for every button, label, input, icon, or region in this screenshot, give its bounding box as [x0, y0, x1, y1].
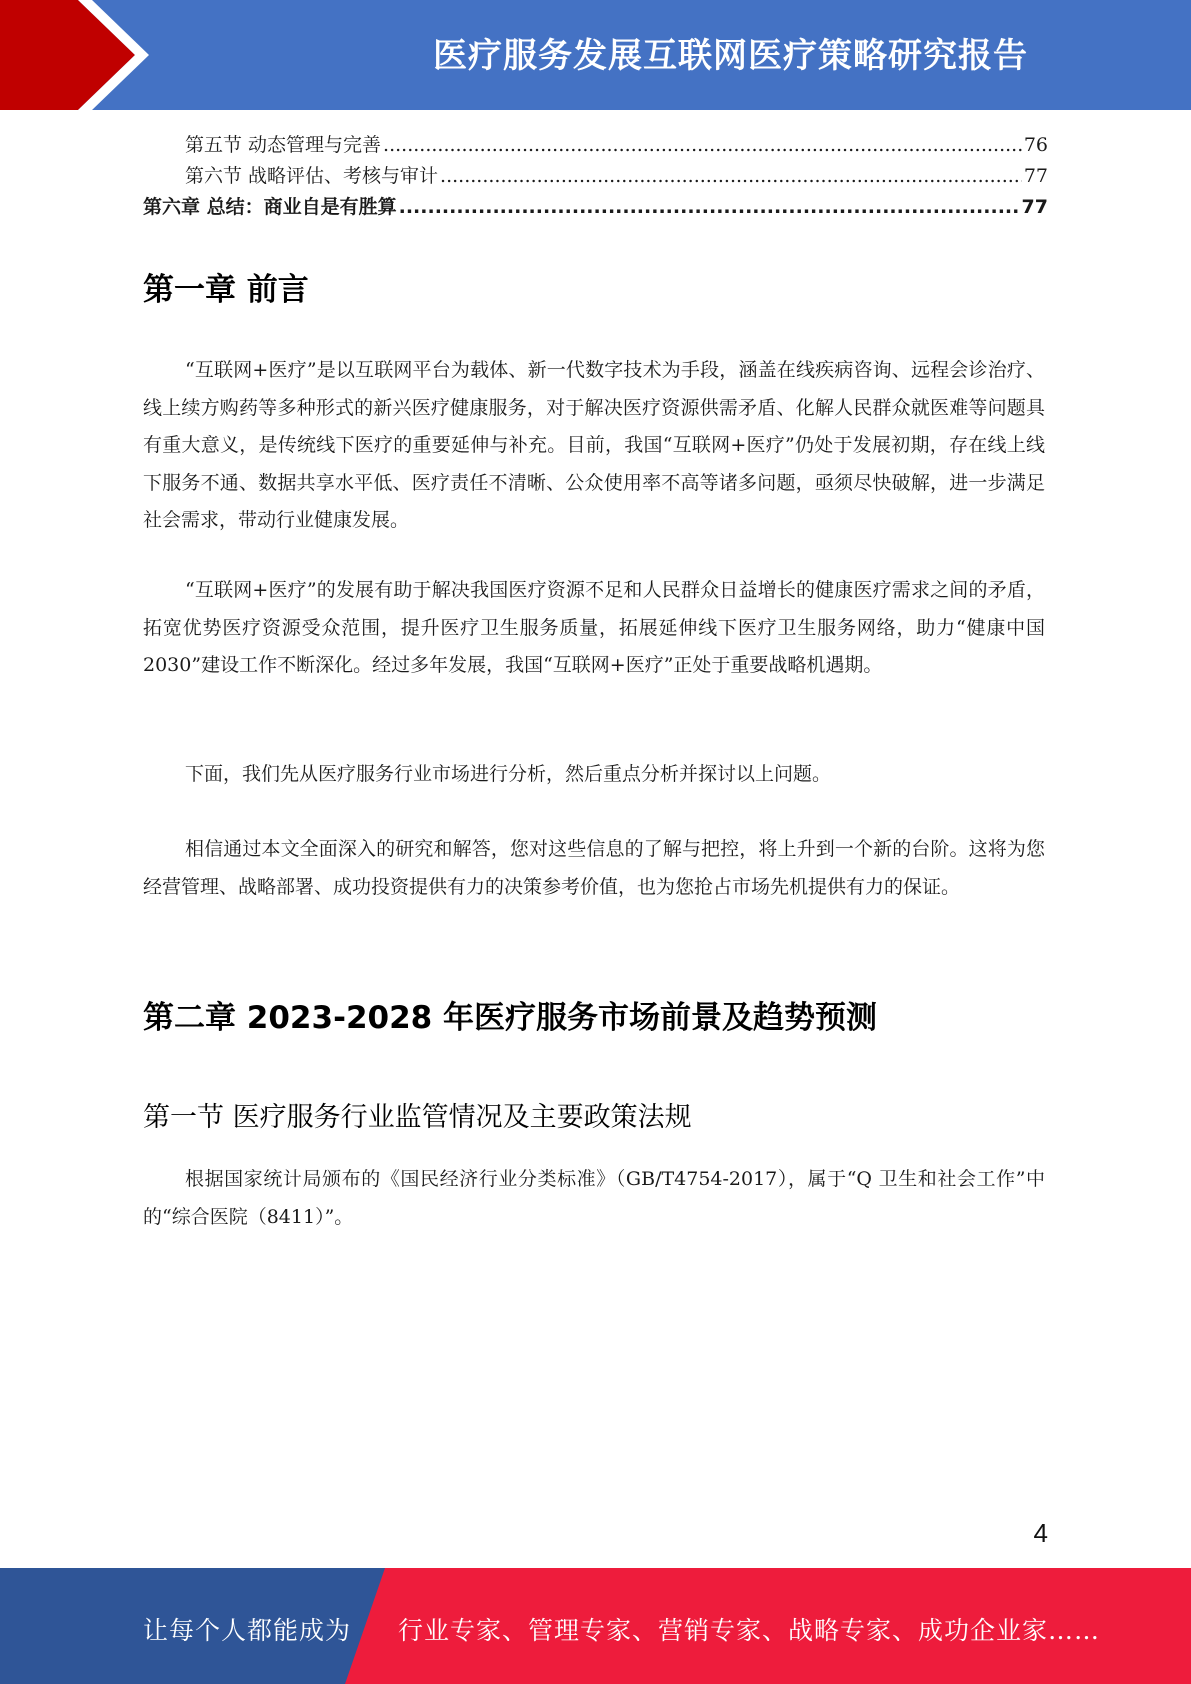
page-number: 4: [1033, 1518, 1048, 1548]
toc-leader-dots: [440, 161, 1022, 192]
toc-entry[interactable]: [143, 161, 1048, 192]
report-title: 医疗服务发展互联网医疗策略研究报告: [433, 36, 1028, 76]
chapter-2-heading: 第二章 2023-2028 年医疗服务市场前景及趋势预测: [143, 1000, 878, 1036]
section-1-heading: 第一节 医疗服务行业监管情况及主要政策法规: [143, 1102, 692, 1133]
toc-entry-page: 77: [1021, 196, 1048, 218]
toc-entry-page: 76: [1023, 134, 1048, 156]
toc-entry[interactable]: [143, 192, 1048, 223]
chapter-1-paragraph-3: 下面，我们先从医疗服务行业市场进行分析，然后重点分析并探讨以上问题。: [185, 763, 832, 785]
section-1-paragraph: 根据国家统计局颁布的《国民经济行业分类标准》（GB/T4754-2017），属于“Q 卫生和社会工作”中的“综合医院（8411）”。: [143, 1168, 1045, 1228]
toc-entry-page: 77: [1023, 165, 1048, 187]
toc-leader-dots: [399, 192, 1020, 223]
toc-entry-label: 第五节 动态管理与完善: [185, 134, 382, 156]
chapter-1-paragraph-2: “互联网+医疗”的发展有助于解决我国医疗资源不足和人民群众日益增长的健康医疗需求之间的矛盾，拓宽优势医疗资源受众范围，提升医疗卫生服务质量，拓展延伸线下医疗卫生服务网络，助力“健康中国 2030”建设工作不断深化。经过多年发展，我国“互联网+医疗”正处于重要战略机遇期。: [143, 579, 1045, 676]
toc-entry[interactable]: [143, 130, 1048, 161]
table-of-contents: [143, 130, 1048, 223]
chapter-1-paragraph-1: “互联网+医疗”是以互联网平台为载体、新一代数字技术为手段，涵盖在线疾病咨询、远程会诊治疗、线上续方购药等多种形式的新兴医疗健康服务，对于解决医疗资源供需矛盾、化解人民群众就医难等问题具有重大意义，是传统线下医疗的重要延伸与补充。目前，我国“互联网+医疗”仍处于发展初期，存在线上线下服务不通、数据共享水平低、医疗责任不清晰、公众使用率不高等诸多问题，亟须尽快破解，进一步满足社会需求，带动行业健康发展。: [143, 359, 1045, 531]
toc-leader-dots: [383, 130, 1022, 161]
chapter-1-heading: 第一章 前言: [143, 272, 309, 308]
page-header: [0, 0, 1191, 110]
toc-entry-label: 第六章 总结：商业自是有胜算: [143, 196, 397, 218]
footer-slogan-right: 行业专家、管理专家、营销专家、战略专家、成功企业家……: [398, 1616, 1101, 1645]
page-footer: [0, 1568, 1191, 1684]
toc-entry-label: 第六节 战略评估、考核与审计: [185, 165, 439, 187]
header-flag-graphic: [0, 0, 160, 110]
chapter-1-paragraph-4: 相信通过本文全面深入的研究和解答，您对这些信息的了解与把控，将上升到一个新的台阶。这将为您经营管理、战略部署、成功投资提供有力的决策参考价值，也为您抢占市场先机提供有力的保证。: [143, 838, 1045, 898]
footer-slogan-left: 让每个人都能成为: [143, 1616, 352, 1645]
flag-red-shape: [0, 0, 135, 110]
